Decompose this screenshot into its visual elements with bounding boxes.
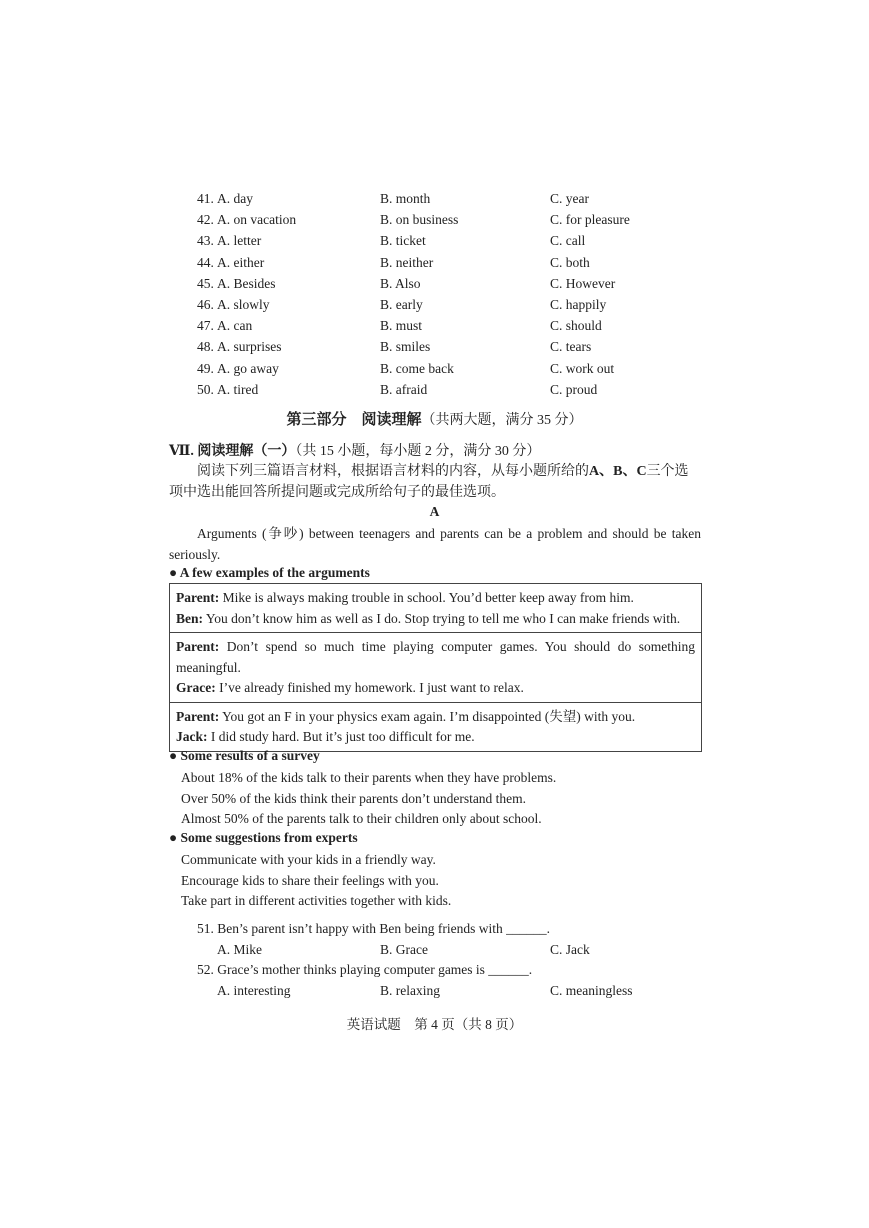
option-b: B. must	[380, 318, 423, 334]
dialog-text: I’ve already finished my homework. I just want to relax.	[215, 680, 524, 695]
dialog-text: I did study hard. But it’s just too difficult for me.	[207, 729, 475, 744]
option-b: B. month	[380, 191, 431, 206]
question-number: 42.	[197, 212, 214, 228]
part-title-main: 第三部分 阅读理解	[286, 412, 422, 428]
speaker: Grace:	[176, 680, 216, 695]
question-stem: 52. Grace’s mother thinks playing computer games is ______.	[197, 962, 533, 977]
dialog-block	[170, 584, 701, 632]
instructions	[169, 461, 701, 503]
option-b: B. ticket	[380, 233, 426, 249]
question-number: 46.	[197, 296, 214, 312]
option-a: A. Besides	[217, 275, 276, 291]
option-c: C. both	[550, 254, 590, 270]
option-c: C. meaningless	[550, 983, 633, 998]
option-b: B. Also	[380, 275, 421, 291]
option-c: C. work out	[550, 360, 615, 376]
instructions-pre: 阅读下列三篇语言材料，根据语言材料的内容，从每小题所给的	[197, 464, 589, 479]
cloze-row	[197, 209, 717, 230]
option-b: B. come back	[380, 360, 454, 376]
question-number: 48.	[197, 339, 214, 355]
dialog-block	[170, 702, 701, 751]
cloze-row	[197, 379, 717, 400]
option-c: C. call	[550, 233, 586, 249]
bullet-heading-examples: ● A few examples of the arguments	[169, 565, 370, 580]
option-c: C. should	[550, 318, 602, 334]
dialog-line	[176, 609, 695, 630]
question-number: 44.	[197, 254, 214, 270]
list-item: About 18% of the kids talk to their parents when they have problems.	[181, 770, 557, 785]
question-52	[197, 959, 717, 1001]
cloze-row	[197, 294, 717, 315]
question-number: 43.	[197, 233, 214, 249]
question-options	[197, 980, 717, 1001]
option-b: B. Grace	[380, 942, 428, 957]
list-item: Almost 50% of the parents talk to their children only about school.	[181, 811, 542, 826]
option-b: B. smiles	[380, 339, 431, 355]
dialog-line	[176, 588, 695, 609]
page-footer: 英语试题 第 4 页（共 8 页）	[346, 1017, 523, 1032]
option-a: A. go away	[217, 360, 279, 376]
option-a: A. surprises	[217, 339, 282, 355]
option-c: C. year	[550, 191, 589, 206]
section-heading	[169, 440, 701, 460]
option-a: A. day	[217, 191, 253, 206]
dialog-block	[170, 632, 701, 702]
cloze-options	[197, 188, 717, 400]
dialog-line	[176, 678, 695, 699]
speaker: Parent:	[176, 708, 220, 724]
question-options	[197, 939, 717, 960]
question-number: 45.	[197, 275, 214, 291]
speaker: Parent:	[176, 590, 220, 605]
question-number: 49.	[197, 360, 214, 376]
option-c: C. Jack	[550, 942, 590, 957]
option-c: C. proud	[550, 381, 598, 397]
list-item: Take part in different activities together with kids.	[181, 893, 452, 908]
dialog-text: Mike is always making trouble in school. You’d better keep away from him.	[219, 590, 634, 605]
section-label: Ⅶ. 阅读理解（一）	[169, 444, 296, 459]
option-a: A. tired	[217, 381, 259, 397]
speaker: Ben:	[176, 610, 203, 626]
question-number: 50.	[197, 381, 214, 397]
arguments-table	[169, 583, 702, 752]
suggestions-list	[181, 850, 451, 912]
option-b: B. relaxing	[380, 983, 440, 998]
option-c: C. tears	[550, 339, 592, 355]
cloze-row	[197, 358, 717, 379]
question-number: 41.	[197, 191, 214, 206]
option-b: B. on business	[380, 212, 459, 228]
option-a: A. can	[217, 318, 253, 334]
dialog-line	[176, 727, 695, 748]
option-a: A. slowly	[217, 296, 270, 312]
cloze-row	[197, 252, 717, 273]
cloze-row	[197, 315, 717, 336]
question-51	[197, 918, 717, 960]
dialog-text: Don’t spend so much time playing computer games. You should do something meaningful.	[176, 639, 695, 675]
option-a: A. either	[217, 254, 265, 270]
option-b: B. early	[380, 296, 423, 312]
list-item: Communicate with your kids in a friendly way.	[181, 852, 436, 867]
question-number: 47.	[197, 318, 214, 334]
cloze-row	[197, 336, 717, 357]
cloze-row	[197, 188, 717, 209]
section-sub: （共 15 小题，每小题 2 分，满分 30 分）	[295, 444, 541, 459]
instructions-post: 三个选项中选出能回答所提问题或完成所给句子的最佳选项。	[169, 464, 689, 500]
option-a: A. Mike	[217, 942, 262, 957]
instructions-bold: A、B、C	[589, 464, 647, 479]
option-c: C. happily	[550, 296, 607, 312]
list-item: Over 50% of the kids think their parents don’t understand them.	[181, 790, 527, 806]
dialog-text: You don’t know him as well as I do. Stop trying to tell me who I can make friends with.	[203, 610, 681, 626]
question-stem: 51. Ben’s parent isn’t happy with Ben being friends with ______.	[197, 921, 550, 936]
option-c: C. for pleasure	[550, 212, 630, 228]
dialog-line	[176, 637, 695, 678]
speaker: Parent:	[176, 639, 220, 654]
option-a: A. interesting	[217, 983, 291, 998]
passage-letter: A	[429, 504, 440, 519]
cloze-row	[197, 230, 717, 251]
bullet-heading-survey: ● Some results of a survey	[169, 748, 320, 763]
option-a: A. letter	[217, 233, 262, 249]
option-a: A. on vacation	[217, 212, 297, 228]
dialog-line	[176, 707, 695, 728]
option-b: B. afraid	[380, 381, 428, 397]
survey-list	[181, 768, 556, 830]
option-c: C. However	[550, 275, 616, 291]
part-title-sub: （共两大题，满分 35 分）	[421, 413, 583, 428]
speaker: Jack:	[176, 729, 208, 744]
bullet-heading-suggestions: ● Some suggestions from experts	[169, 830, 358, 845]
cloze-row	[197, 273, 717, 294]
option-b: B. neither	[380, 254, 434, 270]
part-title	[0, 408, 869, 429]
list-item: Encourage kids to share their feelings with you.	[181, 872, 439, 888]
dialog-text: You got an F in your physics exam again. I’m disappointed (失望) with you.	[219, 708, 636, 724]
passage-intro: Arguments (争吵) between teenagers and parents can be a problem and should be taken seriously.	[169, 526, 701, 562]
